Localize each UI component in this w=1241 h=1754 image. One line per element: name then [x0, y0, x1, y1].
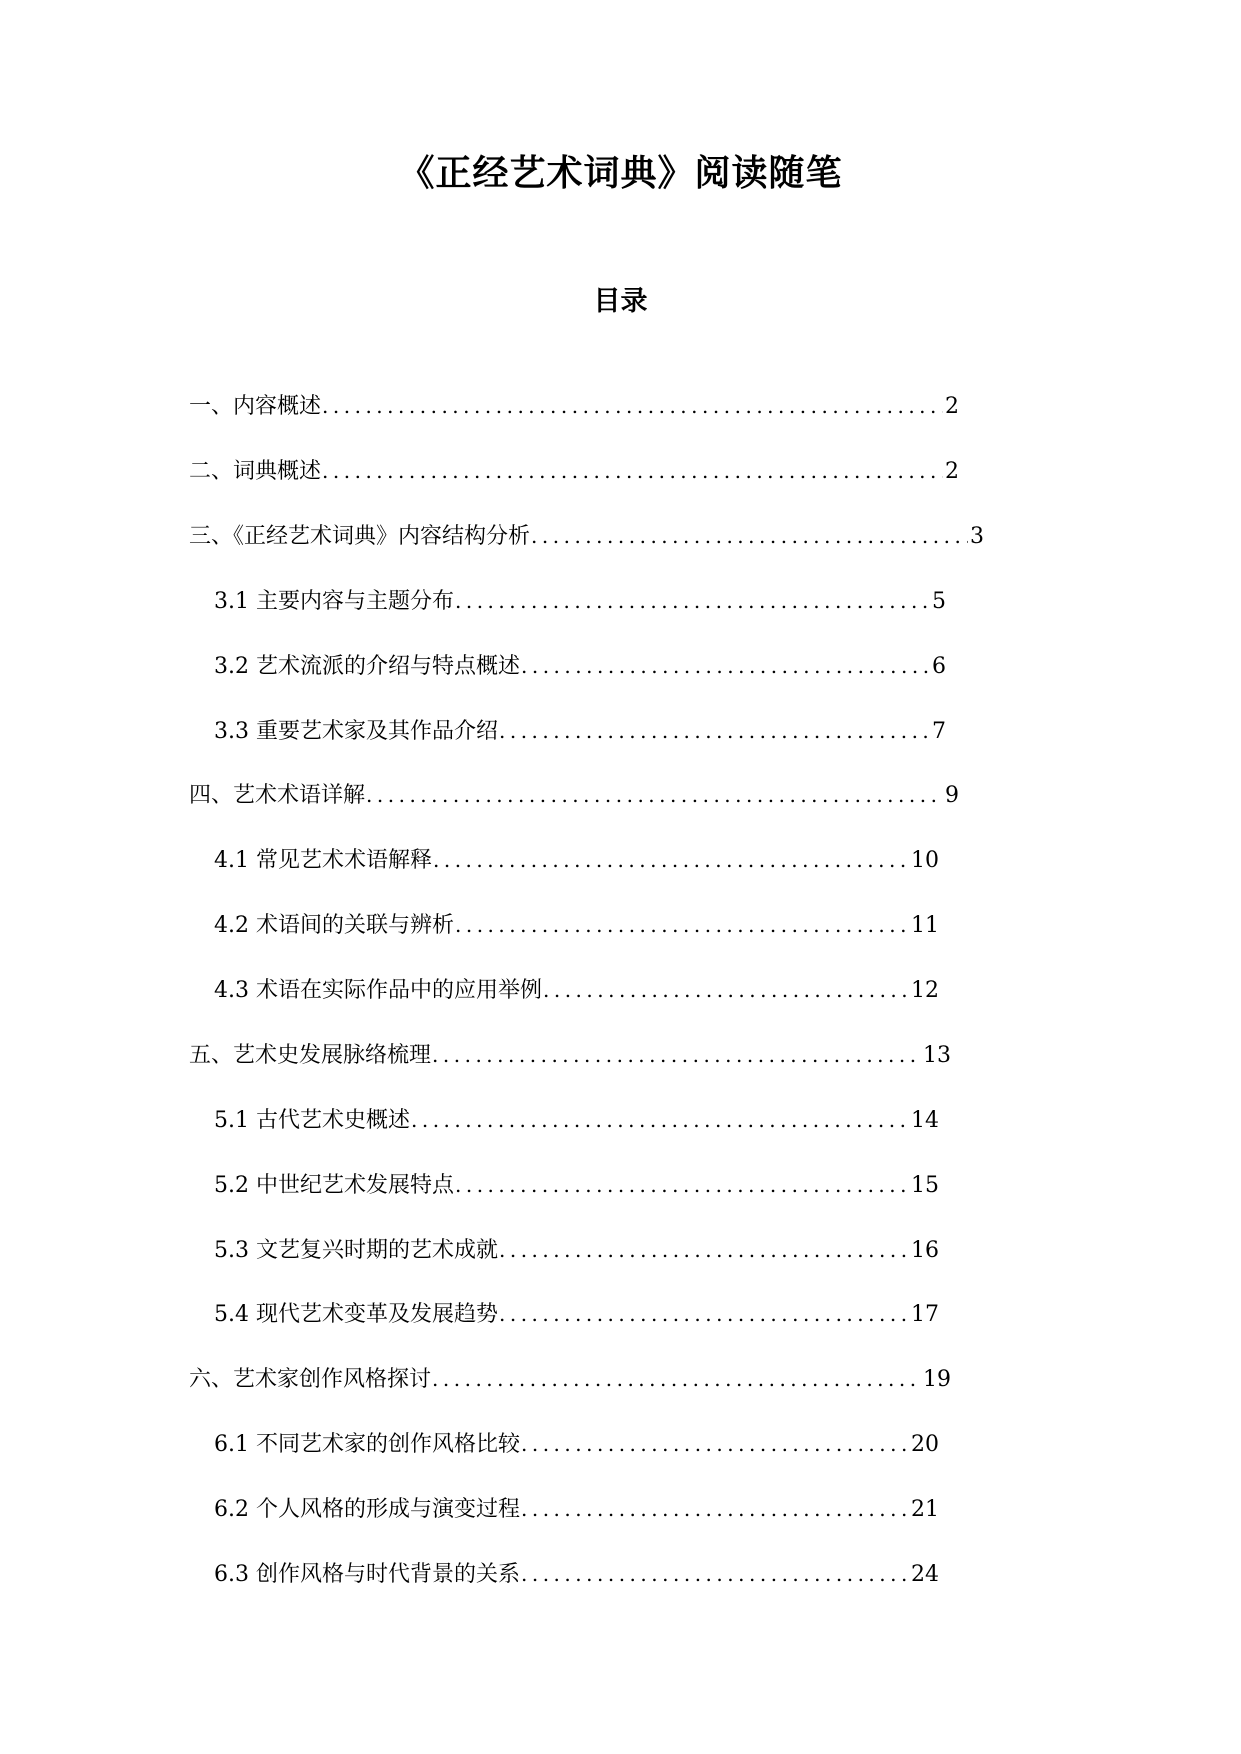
toc-entry[interactable]: [189, 389, 959, 423]
toc-page-number: 24: [911, 1562, 939, 1587]
toc-dot-leader: [454, 908, 909, 942]
toc-page-number: 5: [932, 589, 946, 614]
toc-entry[interactable]: [214, 584, 946, 618]
toc-entry[interactable]: [214, 649, 946, 683]
toc-heading: 目录: [593, 286, 648, 317]
toc-page-number: 2: [945, 459, 959, 484]
toc-dot-leader: [454, 584, 930, 618]
toc-page-number: 9: [945, 783, 959, 808]
toc-page-number: 17: [911, 1302, 939, 1327]
toc-dot-leader: [431, 1362, 921, 1396]
toc-entry-label: 6.1 不同艺术家的创作风格比较: [214, 1432, 520, 1457]
toc-entry[interactable]: [214, 843, 939, 877]
toc-entry-label: 3.2 艺术流派的介绍与特点概述: [214, 654, 520, 679]
toc-page-number: 10: [911, 848, 939, 873]
toc-entry-label: 六、艺术家创作风格探讨: [189, 1367, 432, 1392]
toc-entry-label: 4.2 术语间的关联与辨析: [214, 913, 454, 938]
toc-dot-leader: [498, 714, 930, 748]
toc-dot-leader: [520, 1557, 909, 1591]
toc-entry[interactable]: [189, 1362, 951, 1396]
toc-entry-label: 三、《正经艺术词典》内容结构分析: [189, 524, 531, 549]
toc-page-number: 7: [932, 719, 946, 744]
toc-dot-leader: [520, 1427, 909, 1461]
toc-entry[interactable]: [189, 1038, 951, 1072]
toc-entry-label: 5.3 文艺复兴时期的艺术成就: [214, 1238, 498, 1263]
toc-page-number: 13: [923, 1043, 951, 1068]
toc-entry-label: 5.4 现代艺术变革及发展趋势: [214, 1302, 498, 1327]
toc-dot-leader: [498, 1233, 909, 1267]
toc-entry[interactable]: [189, 454, 959, 488]
toc-page-number: 2: [945, 394, 959, 419]
toc-entry-label: 四、艺术术语详解: [189, 783, 366, 808]
toc-page-number: 3: [970, 524, 984, 549]
toc-entry-label: 二、词典概述: [189, 459, 322, 484]
toc-entry-label: 4.1 常见艺术术语解释: [214, 848, 432, 873]
toc-dot-leader: [432, 843, 909, 877]
toc-entry[interactable]: [214, 1233, 939, 1267]
toc-dot-leader: [520, 1492, 909, 1526]
toc-page-number: 20: [911, 1432, 939, 1457]
toc-entry-label: 一、内容概述: [189, 394, 322, 419]
toc-page-number: 21: [911, 1497, 939, 1522]
toc-entry-label: 五、艺术史发展脉络梳理: [189, 1043, 432, 1068]
toc-page-number: 15: [911, 1173, 939, 1198]
toc-page-number: 11: [911, 913, 939, 938]
toc-dot-leader: [542, 973, 909, 1007]
toc-page-number: 12: [911, 978, 939, 1003]
toc-page-number: 19: [923, 1367, 951, 1392]
toc-dot-leader: [410, 1103, 909, 1137]
toc-entry-label: 4.3 术语在实际作品中的应用举例: [214, 978, 542, 1003]
toc-entry-label: 3.3 重要艺术家及其作品介绍: [214, 719, 498, 744]
toc-entry[interactable]: [214, 1103, 939, 1137]
document-title: 《正经艺术词典》阅读随笔: [398, 152, 843, 194]
toc-entry-label: 5.2 中世纪艺术发展特点: [214, 1173, 454, 1198]
toc-page-number: 14: [911, 1108, 939, 1133]
toc-page-number: 6: [932, 654, 946, 679]
toc-entry[interactable]: [214, 908, 939, 942]
toc-entry[interactable]: [214, 1297, 939, 1331]
toc-entry-label: 6.2 个人风格的形成与演变过程: [214, 1497, 520, 1522]
toc-dot-leader: [365, 778, 943, 812]
toc-entry[interactable]: [214, 1492, 939, 1526]
toc-entry-label: 5.1 古代艺术史概述: [214, 1108, 410, 1133]
toc-dot-leader: [321, 389, 943, 423]
toc-entry[interactable]: [214, 973, 939, 1007]
toc-dot-leader: [431, 1038, 921, 1072]
toc-entry-label: 3.1 主要内容与主题分布: [214, 589, 454, 614]
toc-entry[interactable]: [214, 1168, 939, 1202]
toc-dot-leader: [520, 649, 930, 683]
toc-entry[interactable]: [214, 1427, 939, 1461]
toc-dot-leader: [530, 519, 968, 553]
toc-dot-leader: [321, 454, 943, 488]
toc-dot-leader: [498, 1297, 909, 1331]
toc-entry[interactable]: [214, 1557, 939, 1591]
toc-dot-leader: [454, 1168, 909, 1202]
toc-entry-label: 6.3 创作风格与时代背景的关系: [214, 1562, 520, 1587]
toc-page-number: 16: [911, 1238, 939, 1263]
toc-entry[interactable]: [189, 778, 959, 812]
toc-entry[interactable]: [189, 519, 984, 553]
toc-entry[interactable]: [214, 714, 946, 748]
